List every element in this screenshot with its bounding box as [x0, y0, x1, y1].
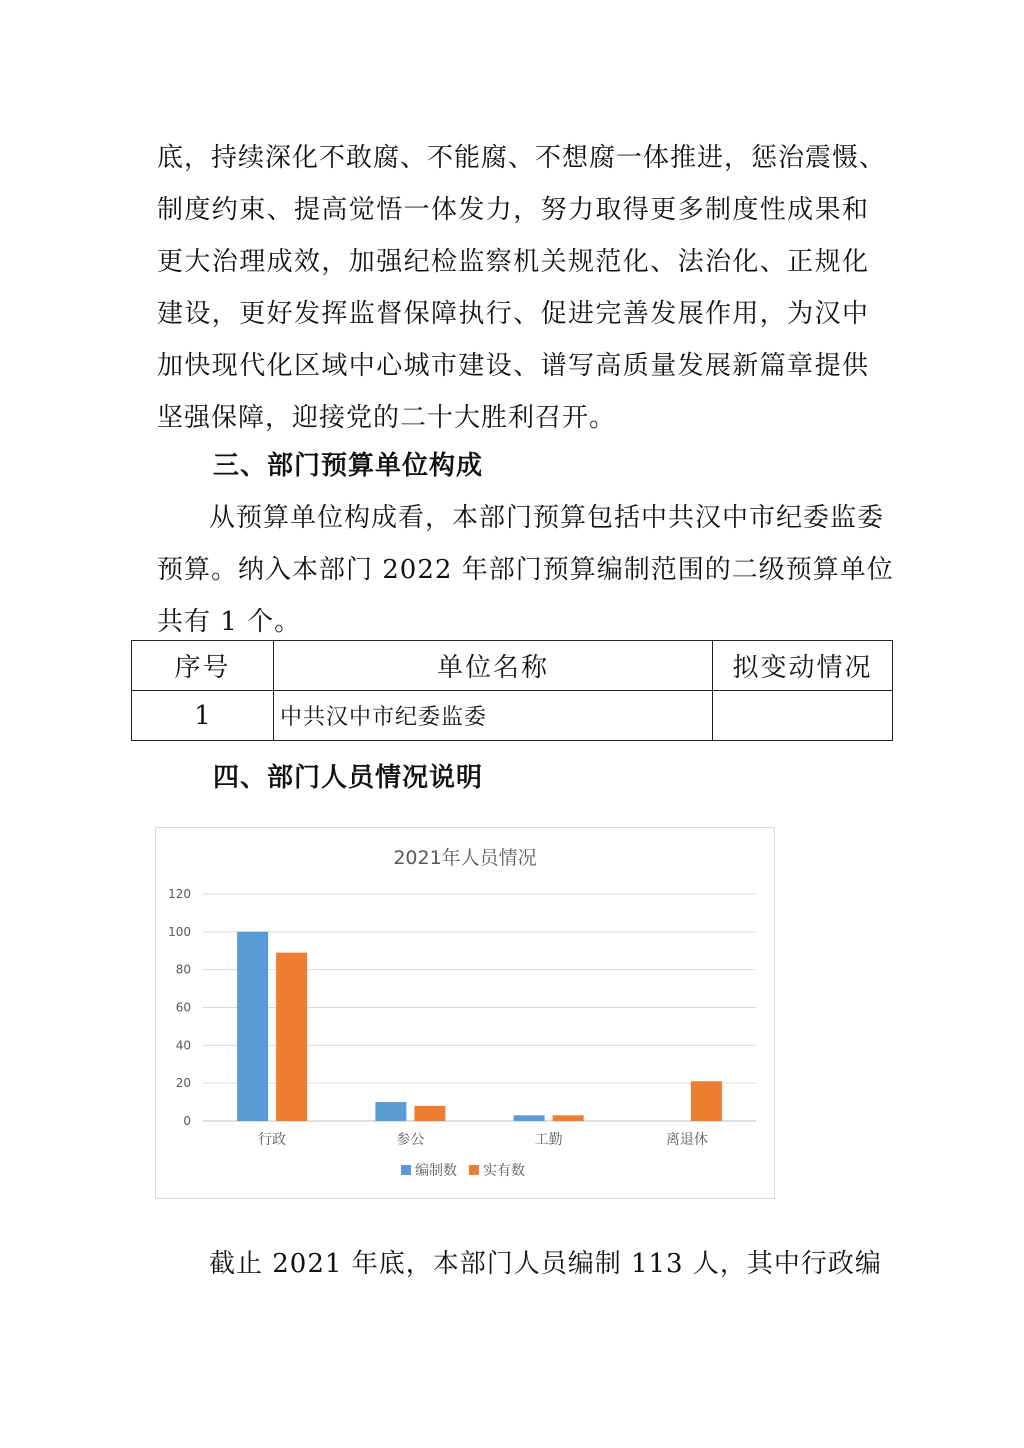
y-tick-label: 80: [175, 962, 191, 977]
legend-label: 编制数: [415, 1163, 457, 1179]
y-tick-label: 20: [175, 1076, 191, 1091]
y-tick-label: 0: [183, 1114, 191, 1128]
y-tick-label: 40: [175, 1038, 191, 1053]
bar-authorized: [375, 1102, 406, 1121]
paragraph-line: 建设，更好发挥监督保障执行、促进完善发展作用，为汉中: [157, 299, 869, 329]
table-row: [132, 691, 893, 741]
paragraph-line: 共有 1 个。: [157, 607, 302, 637]
legend-swatch: [401, 1165, 411, 1175]
paragraph-line: 从预算单位构成看，本部门预算包括中共汉中市纪委监委: [209, 503, 885, 533]
paragraph-line: 坚强保障，迎接党的二十大胜利召开。: [157, 403, 617, 433]
paragraph-line: 预算。纳入本部门 2022 年部门预算编制范围的二级预算单位: [157, 555, 894, 585]
x-tick-label: 工勤: [534, 1132, 563, 1148]
staff-chart: [155, 827, 775, 1199]
x-tick-label: 行政: [258, 1132, 287, 1148]
x-tick-label: 离退休: [665, 1132, 708, 1148]
col-header-unit-name: 单位名称: [274, 641, 713, 691]
section-4-heading: 四、部门人员情况说明: [213, 763, 484, 793]
bar-actual: [276, 953, 307, 1121]
paragraph-line: 截止 2021 年底，本部门人员编制 113 人，其中行政编: [209, 1249, 882, 1279]
bar-actual: [691, 1081, 722, 1121]
closing-paragraph: [157, 1238, 882, 1290]
y-tick-label: 60: [175, 1000, 191, 1015]
y-tick-label: 100: [168, 924, 191, 939]
paragraph-line: 更大治理成效，加强纪检监察机关规范化、法治化、正规化: [157, 247, 869, 277]
col-header-change: 拟变动情况: [713, 641, 893, 691]
cell-unit-name: 中共汉中市纪委监委: [274, 691, 713, 741]
legend-label: 实有数: [483, 1163, 525, 1179]
staff-chart-svg: [156, 828, 774, 1198]
chart-title: 2021年人员情况: [393, 847, 537, 869]
bar-actual: [414, 1106, 445, 1121]
section-3-paragraph: [157, 492, 894, 648]
cell-index: 1: [132, 691, 274, 741]
paragraph-line: 加快现代化区域中心城市建设、谱写高质量发展新篇章提供: [157, 351, 869, 381]
x-tick-label: 参公: [396, 1132, 425, 1148]
cell-change: [713, 691, 893, 741]
paragraph-line: 底，持续深化不敢腐、不能腐、不想腐一体推进，惩治震慑、: [157, 143, 887, 173]
legend-swatch: [469, 1165, 479, 1175]
section-3-heading: 三、部门预算单位构成: [213, 451, 484, 481]
y-tick-label: 120: [168, 887, 191, 901]
col-header-index: 序号: [132, 641, 274, 691]
table-header-row: [132, 641, 893, 691]
bar-actual: [553, 1115, 584, 1121]
budget-unit-table: [131, 640, 893, 741]
bar-authorized: [237, 932, 268, 1121]
bar-authorized: [514, 1115, 545, 1121]
intro-paragraph: [157, 132, 887, 444]
paragraph-line: 制度约束、提高觉悟一体发力，努力取得更多制度性成果和: [157, 195, 869, 225]
